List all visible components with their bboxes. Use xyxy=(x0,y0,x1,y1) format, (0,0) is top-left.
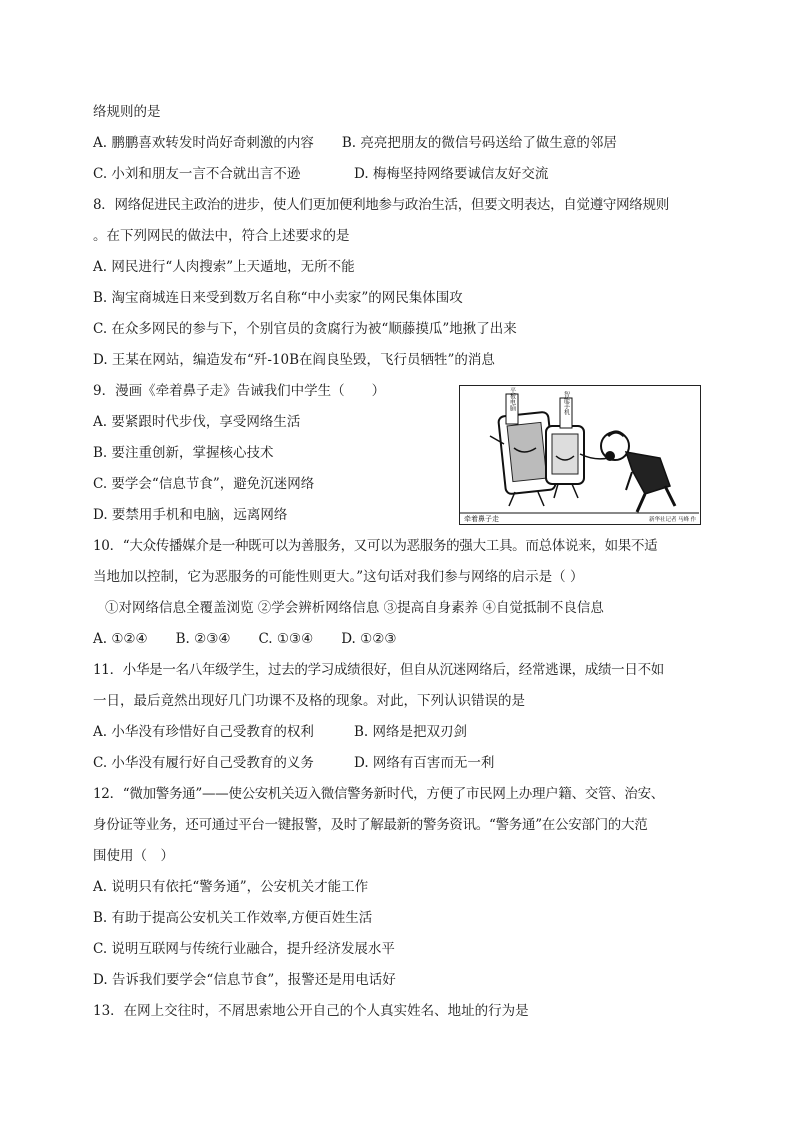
q10-stem-line2: 当地加以控制，它为恶服务的可能性则更大。”这句话对我们参与网络的启示是（ ） xyxy=(93,569,584,585)
q12-option-d[interactable]: D. 告诉我们要学会“信息节食”，报警还是用电话好 xyxy=(93,972,396,988)
q9-stem: 9．漫画《牵着鼻子走》告诫我们中学生（ ） xyxy=(93,383,386,399)
q11-option-a[interactable]: A. 小华没有珍惜好自己受教育的权利 xyxy=(93,724,314,740)
q7-option-d[interactable]: D. 梅梅坚持网络要诚信友好交流 xyxy=(354,166,549,182)
phone-figure xyxy=(546,390,584,498)
q10-stem-line1: 10．“大众传播媒介是一种既可以为善服务，又可以为恶服务的强大工具。而总体说来，如果不适 xyxy=(93,538,658,554)
q12-stem-line2: 身份证等业务，还可通过平台一键报警，及时了解最新的警务资讯。“警务通”在公安部门的大范 xyxy=(93,817,648,833)
q7-stem-tail: 络规则的是 xyxy=(93,104,161,120)
q7-option-b[interactable]: B. 亮亮把朋友的微信号码送给了做生意的邻居 xyxy=(341,135,617,151)
q12-stem-line3: 围使用（ ） xyxy=(93,848,174,864)
q12-stem-line1: 12．“微加警务通”——使公安机关迈入微信警务新时代，方便了市民网上办理户籍、交管、治安、 xyxy=(93,786,664,802)
q8-option-b[interactable]: B. 淘宝商城连日来受到数万名自称“中小卖家”的网民集体围攻 xyxy=(93,290,463,306)
q7-options-cd xyxy=(93,159,705,190)
q11-option-d[interactable]: D. 网络有百害而无一利 xyxy=(354,755,495,771)
q11-option-c[interactable]: C. 小华没有履行好自己受教育的义务 xyxy=(93,755,314,771)
q10-statements: ①对网络信息全覆盖浏览 ②学会辨析网络信息 ③提高自身素养 ④自觉抵制不良信息 xyxy=(105,600,604,616)
q10-option-b[interactable]: B. ②③④ xyxy=(175,631,231,647)
q10-option-d[interactable]: D. ①②③ xyxy=(341,631,397,647)
cartoon-image xyxy=(459,385,701,525)
q10-options xyxy=(93,624,705,655)
q8-stem-line2: 。在下列网民的做法中，符合上述要求的是 xyxy=(93,228,350,244)
q8-option-c[interactable]: C. 在众多网民的参与下，个别官员的贪腐行为被“顺藤摸瓜”地揪了出来 xyxy=(93,321,517,337)
q9-option-a[interactable]: A. 要紧跟时代步伐，享受网络生活 xyxy=(93,414,301,430)
q8-stem-line1: 8．网络促进民主政治的进步，使人们更加便利地参与政治生活，但要文明表达，自觉遵守网络规则 xyxy=(93,197,669,213)
label-phone: 智能手机 xyxy=(562,391,570,415)
q11-stem-line1: 11．小华是一名八年级学生，过去的学习成绩很好，但自从沉迷网络后，经常逃课，成绩一日不如 xyxy=(93,662,664,678)
q11-options-cd xyxy=(93,748,705,779)
q8-option-a[interactable]: A. 网民进行“人肉搜索”上天遁地，无所不能 xyxy=(93,259,355,275)
q7-options-ab xyxy=(93,128,705,159)
cartoon-credit: 新华社记者 马峰 作 xyxy=(648,517,696,523)
q8-option-d[interactable]: D. 王某在网站，编造发布“歼-10B在阎良坠毁，飞行员牺牲”的消息 xyxy=(93,352,495,368)
cartoon-caption: 牵着鼻子走 xyxy=(464,516,499,523)
q12-option-a[interactable]: A. 说明只有依托“警务通”，公安机关才能工作 xyxy=(93,879,369,895)
q12-option-b[interactable]: B. 有助于提高公安机关工作效率,方便百姓生活 xyxy=(93,910,373,926)
q7-option-a[interactable]: A. 鹏鹏喜欢转发时尚好奇刺激的内容 xyxy=(93,135,314,151)
label-tablet: 平板电脑 xyxy=(508,387,516,411)
q11-stem-line2: 一日，最后竟然出现好几门功课不及格的现象。对此，下列认识错误的是 xyxy=(93,693,525,709)
q11-options-ab xyxy=(93,717,705,748)
student-figure xyxy=(601,432,675,512)
q13-stem: 13．在网上交往时，不屑思索地公开自己的个人真实姓名、地址的行为是 xyxy=(93,1003,529,1019)
q7-option-c[interactable]: C. 小刘和朋友一言不合就出言不逊 xyxy=(93,166,301,182)
q10-option-a[interactable]: A. ①②④ xyxy=(93,631,148,647)
exam-page xyxy=(93,97,705,1027)
q10-option-c[interactable]: C. ①③④ xyxy=(258,631,314,647)
q9-option-c[interactable]: C. 要学会“信息节食”，避免沉迷网络 xyxy=(93,476,315,492)
cartoon-drawing xyxy=(460,386,699,523)
q12-option-c[interactable]: C. 说明互联网与传统行业融合，提升经济发展水平 xyxy=(93,941,395,957)
q11-option-b[interactable]: B. 网络是把双刃剑 xyxy=(354,724,468,740)
q9-option-b[interactable]: B. 要注重创新，掌握核心技术 xyxy=(93,445,274,461)
q9-option-d[interactable]: D. 要禁用手机和电脑，远离网络 xyxy=(93,507,288,523)
